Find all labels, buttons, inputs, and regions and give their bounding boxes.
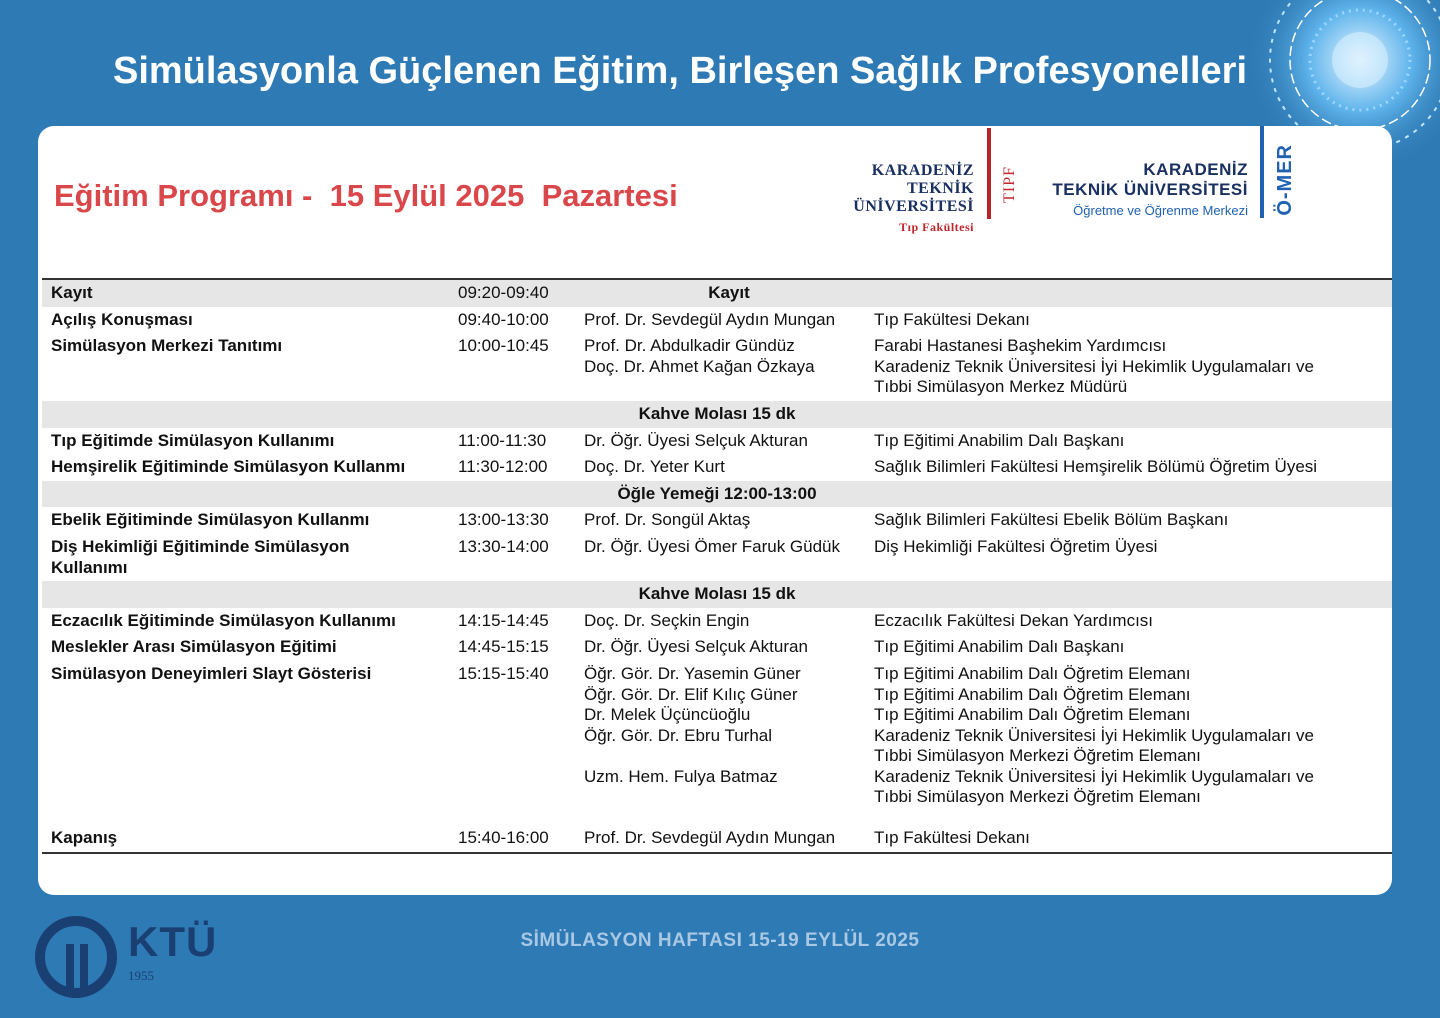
table-row: Simülasyon Deneyimleri Slayt Gösterisi 15:15-15:40 Öğr. Gör. Dr. Yasemin Güner Öğr. Gör. Dr. Elif Kılıç Güner Dr. Melek Üçüncüoğlu Öğr. Gör. Dr. Ebru Turhal Uzm. Hem. Fulya Batmaz Tıp Eğitimi Anabilim Dalı Öğretim Elemanı Tıp Eğitimi Anabilim Dalı Öğretim Elemanı Tıp Eğitimi Anabilim Dalı Öğretim Elemanı Karadeniz Teknik Üniversitesi İyi Hekimlik Uygulamaları ve Tıbbi Simülasyon Merkezi Öğretim Elemanı Karadeniz Teknik Üniversitesi İyi Hekimlik Uygulamaları ve Tıbbi Simülasyon Merkezi Öğretim Elemanı xyxy=(51,663,1314,807)
tipf-mark: TIPF xyxy=(1001,166,1018,203)
table-row: Açılış Konuşması 09:40-10:00 Prof. Dr. Sevdegül Aydın Mungan Tıp Fakültesi Dekanı xyxy=(51,309,1030,329)
break-row: Kahve Molası 15 dk xyxy=(42,401,1392,428)
logo-divider-red xyxy=(987,128,991,219)
program-card xyxy=(38,126,1392,895)
ktu-year: 1955 xyxy=(128,968,154,983)
omer-mark: Ö-MER xyxy=(1274,144,1296,216)
table-row: Ebelik Eğitiminde Simülasyon Kullanmı 13:00-13:30 Prof. Dr. Songül Aktaş Sağlık Bilimleri Fakültesi Ebelik Bölüm Başkanı xyxy=(51,510,1229,530)
table-row: Tıp Eğitimde Simülasyon Kullanımı 11:00-11:30 Dr. Öğr. Üyesi Selçuk Akturan Tıp Eğitimi Anabilim Dalı Başkanı xyxy=(51,430,1125,450)
table-row: Kayıt 09:20-09:40 Kayıt xyxy=(42,280,1392,307)
schedule-table xyxy=(42,278,1392,854)
table-row: Hemşirelik Eğitiminde Simülasyon Kullanmı 11:30-12:00 Doç. Dr. Yeter Kurt Sağlık Bilimleri Fakültesi Hemşirelik Bölümü Öğretim Üyesi xyxy=(51,457,1318,477)
table-row: Diş Hekimliği Eğitiminde Simülasyon Kullanımı 13:30-14:00 Dr. Öğr. Üyesi Ömer Faruk Güdük Diş Hekimliği Fakültesi Öğretim Üyesi xyxy=(51,536,1158,577)
table-row: Simülasyon Merkezi Tanıtımı 10:00-10:45 Prof. Dr. Abdulkadir Gündüz Doç. Dr. Ahmet Kağan Özkaya Farabi Hastanesi Başhekim Yardımcısı Karadeniz Teknik Üniversitesi İyi Hekimlik Uygulamaları ve Tıbbi Simülasyon Merkez Müdürü xyxy=(51,336,1314,397)
omer-logo: KARADENİZ TEKNİK ÜNİVERSİTESİ Öğretme ve Öğrenme Merkezi xyxy=(1052,160,1248,218)
ktu-wordmark: KTÜ xyxy=(128,918,218,965)
event-footer: SİMÜLASYON HAFTASI 15-19 EYLÜL 2025 xyxy=(520,930,920,951)
table-row: Kapanış 15:40-16:00 Prof. Dr. Sevdegül Aydın Mungan Tıp Fakültesi Dekanı xyxy=(51,828,1030,848)
table-row: Meslekler Arası Simülasyon Eğitimi 14:45-15:15 Dr. Öğr. Üyesi Selçuk Akturan Tıp Eğitimi Anabilim Dalı Başkanı xyxy=(51,637,1125,657)
page-title: Simülasyonla Güçlenen Eğitim, Birleşen Sağlık Profesyonelleri xyxy=(112,50,1248,92)
logo-divider-blue xyxy=(1260,126,1264,218)
lunch-row: Öğle Yemeği 12:00-13:00 xyxy=(42,481,1392,508)
ktu-tip-fakultesi-logo: KARADENİZ TEKNİK ÜNİVERSİTESİ Tıp Fakültesi xyxy=(853,162,974,234)
program-title: Eğitim Programı - 15 Eylül 2025 Pazartesi xyxy=(54,178,678,213)
break-row: Kahve Molası 15 dk xyxy=(42,581,1392,608)
table-row: Eczacılık Eğitiminde Simülasyon Kullanımı 14:15-14:45 Doç. Dr. Seçkin Engin Eczacılık Fakültesi Dekan Yardımcısı xyxy=(51,610,1154,630)
